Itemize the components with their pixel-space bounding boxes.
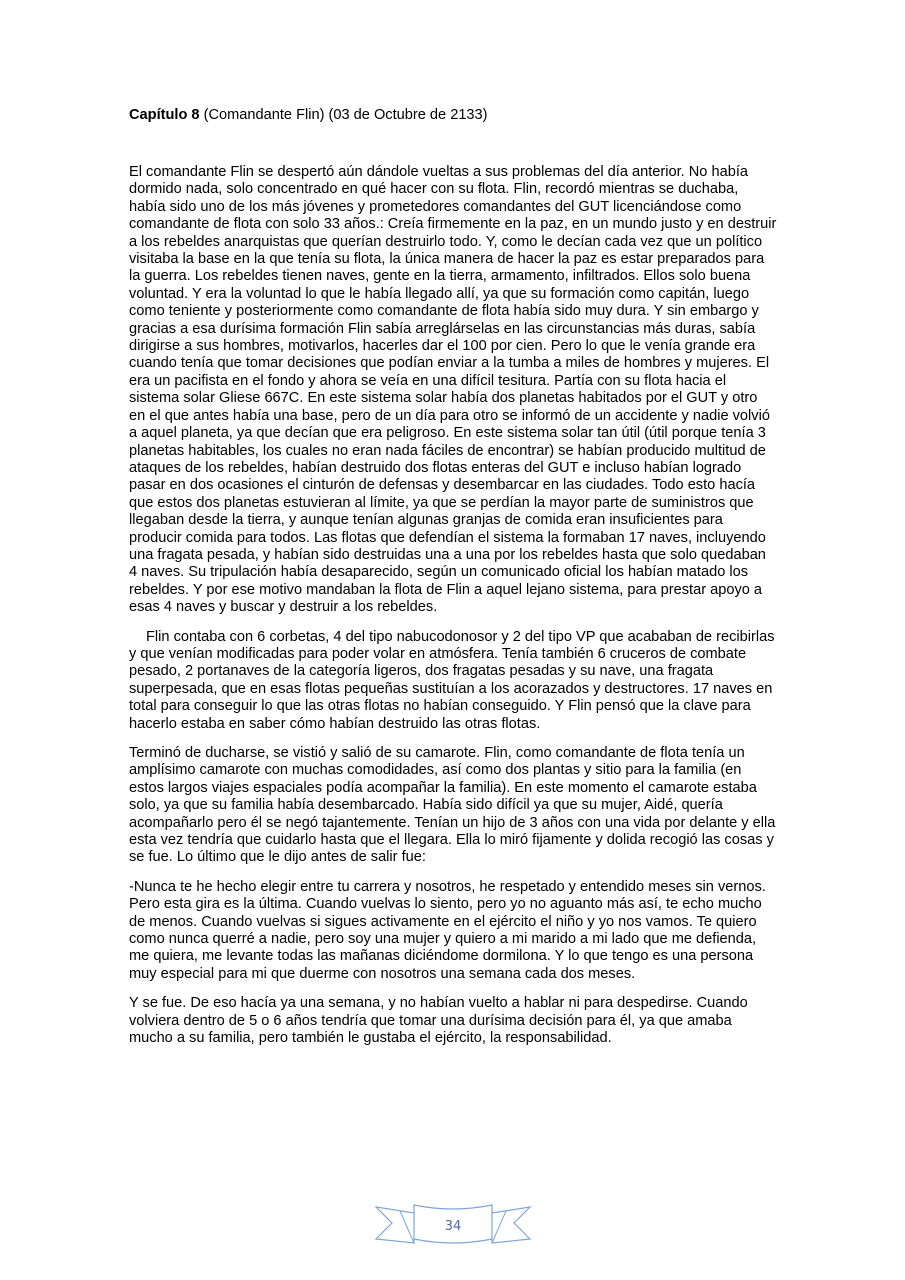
page-footer [374, 1203, 532, 1249]
page-number: 34 [444, 1219, 462, 1234]
paragraph: Y se fue. De eso hacía ya una semana, y no habían vuelto a hablar ni para despedirse. Cuando volviera dentro de 5 o 6 años tendría que tomar una durísima decisión para él, ya que amaba mucho a su familia, pero también le gustaba el ejército, la responsabilidad. [129, 995, 748, 1047]
paragraph: -Nunca te he hecho elegir entre tu carrera y nosotros, he respetado y entendido meses sin vernos. Pero esta gira es la última. Cuando vuelvas lo siento, pero yo no aguanto más así, te echo mucho de menos. Cuando vuelvas si sigues activamente en el ejército el niño y yo nos vamos. Te quiero como nunca querré a nadie, pero soy una mujer y quiero a mi marido a mi lado que me defienda, me quiera, me levante todas las mañanas diciéndome dormilona. Y lo que tengo es una persona muy especial para mi que duerme con nosotros una semana cada dos meses. [129, 878, 766, 982]
paragraph: Terminó de ducharse, se vistió y salió de su camarote. Flin, como comandante de flota tenía un amplísimo camarote con muchas comodidades, así como dos plantas y sitio para la familia (en estos largos viajes espaciales podía acompañar la familia). En este momento el camarote estaba solo, ya que su familia había desembarcado. Había sido difícil ya que su mujer, Aidé, quería acompañarlo pero él se negó tajantemente. Tenían un hijo de 3 años con una vida por delante y ella esta vez tendría que cuidarlo hasta que el llegara. Ella lo miró fijamente y dolida recogió las cosas y se fue. Lo último que le dijo antes de salir fue: [129, 745, 776, 866]
chapter-heading [129, 106, 488, 124]
chapter-body [129, 164, 777, 1060]
paragraph: Flin contaba con 6 corbetas, 4 del tipo nabucodonosor y 2 del tipo VP que acababan de recibirlas y que venían modificadas para poder volar en atmósfera. Tenía también 6 cruceros de combate pesado, 2 portanaves de la categoría ligeros, dos fragatas pesadas y su nave, una fragata superpesada, que en esas flotas pequeñas sustituían a los acorazados y destructores. 17 naves en total para conseguir lo que las otras flotas no habían conseguido. Y Flin pensó que la clave para hacerlo estaba en saber cómo habían destruido las otras flotas. [129, 628, 775, 732]
chapter-label: Capítulo 8 [129, 107, 200, 123]
chapter-subtitle: (Comandante Flin) (03 de Octubre de 2133) [199, 107, 488, 123]
paragraph: El comandante Flin se despertó aún dándole vueltas a sus problemas del día anterior. No había dormido nada, solo concentrado en qué hacer con su flota. Flin, recordó mientras se duchaba, había sido uno de los más jóvenes y prometedores comandantes del GUT licenciándose como comandante de flota con solo 33 años.: Creía firmemente en la paz, en un mundo justo y en destruir a los rebeldes anarquistas que querían destruirlo todo. Y, como le decían cada vez que un político visitaba la base en la que tenía su flota, la única manera de hacer la paz es estar preparados para la guerra. Los rebeldes tienen naves, gente en la tierra, armamento, infiltrados. Ellos solo buena voluntad. Y era la voluntad lo que le había llegado allí, ya que su formación como capitán, luego como teniente y posteriormente como comandante de flota había sido muy dura. Y sin embargo y gracias a esa durísima formación Flin sabía arreglárselas en las circunstancias más duras, sabía dirigirse a sus hombres, motivarlos, hacerles dar el 100 por cien. Pero lo que le venía grande era cuando tenía que tomar decisiones que podían enviar a la tumba a miles de hombres y mujeres. El era un pacifista en el fondo y ahora se veía en una difícil tesitura. Partía con su flota hacia el sistema solar Gliese 667C. En este sistema solar había dos planetas habitados por el GUT y otro en el que antes había una base, pero de un día para otro se informó de un accidente y nadie volvió a aquel planeta, ya que decían que era peligroso. En este sistema solar tan útil (útil porque tenía 3 planetas habitables, los cuales no eran nada fáciles de encontrar) se habían producido multitud de ataques de los rebeldes, habían destruido dos flotas enteras del GUT e incluso habían logrado pasar en dos ocasiones el cinturón de defensas y desembarcar en las ciudades. Todo esto hacía que estos dos planetas estuvieran al límite, ya que se perdían la mayor parte de suministros que llegaban desde la tierra, y aunque tenían algunas granjas de comida eran insuficientes para producir comida para todos. Las flotas que defendían el sistema la formaban 17 naves, incluyendo una fragata pesada, y habían sido destruidas una a una por los rebeldes hasta que solo quedaban 4 naves. Su tripulación había desaparecido, según un comunicado oficial los habían matado los rebeldes. Y por ese motivo mandaban la flota de Flin a aquel lejano sistema, para prestar apoyo a esas 4 naves y buscar y destruir a los rebeldes. [129, 164, 777, 616]
